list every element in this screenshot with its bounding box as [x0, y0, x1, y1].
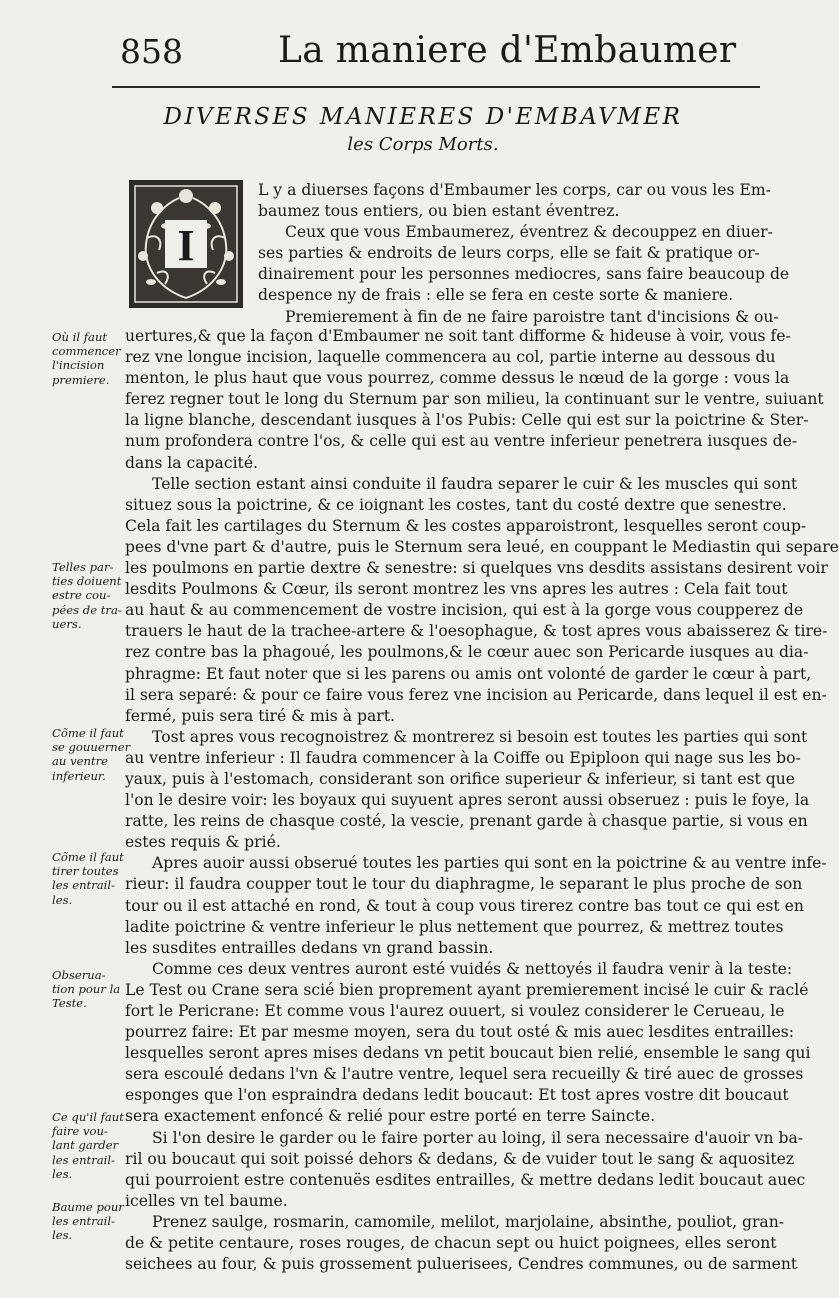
margin-note	[52, 850, 130, 907]
text-line: la ligne blanche, descendant iusques à l'os Pubis: Celle qui est sur la poictrine & Ster-	[125, 411, 809, 430]
text-line: Si l'on desire le garder ou le faire porter au loing, il sera necessaire d'auoir vn ba-	[152, 1128, 804, 1147]
margin-note-line: au ventre	[52, 754, 109, 769]
text-line: au ventre inferieur : Il faudra commencer à la Coiffe ou Epiploon qui nage sus les bo-	[125, 748, 801, 767]
margin-note	[52, 560, 130, 631]
section-heading: DIVERSES MANIERES D'EMBAVMER	[163, 104, 683, 130]
text-line: Ceux que vous Embaumerez, éventrez & decouppez en diuer-	[285, 223, 773, 242]
margin-note-line: les entrail-	[52, 1214, 115, 1229]
margin-note	[52, 330, 130, 387]
text-line: ses parties & endroits de leurs corps, elle se fait & pratique or-	[258, 244, 760, 263]
margin-note-line: inferieur.	[52, 768, 106, 783]
text-line: menton, le plus haut que vous pourrez, comme dessus le nœud de la gorge : vous la	[125, 369, 790, 388]
margin-note-line: Obserua-	[52, 968, 106, 982]
section-subheading: les Corps Morts.	[347, 134, 499, 155]
margin-note-line: Où il faut	[52, 330, 108, 344]
margin-note-line: les entrail-	[52, 1152, 115, 1167]
margin-note-line: tion pour la	[52, 982, 121, 997]
text-line: dans la capacité.	[125, 453, 259, 472]
text-line: ferez regner tout le long du Sternum par son milieu, la continuant sur le ventre, suiuant	[125, 390, 824, 409]
text-line: fort le Pericrane: Et comme vous l'aurez ouuert, si voulez considerer le Cerueau, le	[125, 1002, 785, 1020]
main-text	[125, 326, 839, 1275]
page-number: 858	[120, 32, 183, 71]
margin-note-line: estre cou-	[52, 588, 111, 603]
text-line: baumez tous entiers, ou bien estant éventrez.	[258, 202, 620, 221]
text-line: lesquelles seront apres mises dedans vn petit boucaut bien relié, ensemble le sang qui	[125, 1044, 811, 1063]
text-line: pees d'vne part & d'autre, puis le Sternum sera leué, en couppant le Mediastin qui separe	[125, 537, 839, 556]
text-line: de & petite centaure, roses rouges, de chacun sept ou huict poignees, elles seront	[125, 1234, 777, 1253]
text-line: tour ou il est attaché en rond, & tout à coup vous tirerez contre bas tout ce qui est en	[125, 896, 804, 915]
margin-note-line: les entrail-	[52, 878, 115, 893]
text-line: pourrez faire: Et par mesme moyen, sera du tout osté & mis auec lesdites entrailles:	[125, 1023, 795, 1042]
text-line: les poulmons en partie dextre & senestre: si quelques vns desdits assistans desirent voir	[125, 559, 828, 578]
text-line: phragme: Et faut noter que si les parens ou amis ont volonté de garder le cœur à part,	[125, 664, 812, 683]
text-line: ladite poictrine & ventre inferieur le plus nettement que pourrez, & mettrez toutes	[125, 917, 784, 936]
ornamental-initial	[127, 178, 245, 310]
text-line: trauers le haut de la trachee-artere & l'oesophague, & tost apres vous abaisserez & tire-	[125, 622, 828, 641]
margin-note-line: uers.	[52, 616, 82, 631]
text-line: Comme ces deux ventres auront esté vuidés & nettoyés il faudra venir à la teste:	[152, 959, 793, 978]
text-line: Premierement à fin de ne faire paroistre tant d'incisions & ou-	[285, 307, 779, 326]
text-line: Telle section estant ainsi conduite il faudra separer le cuir & les muscles qui sont	[152, 474, 798, 493]
text-line: seichees au four, & puis grossement puluerisees, Cendres communes, ou de sarment	[125, 1255, 798, 1274]
text-line: sera escoulé dedans l'vn & l'autre ventre, lequel sera recueilly & tiré auec de grosses	[125, 1065, 804, 1084]
margin-note-line: faire vou-	[52, 1124, 108, 1139]
margin-note-line: lant garder	[52, 1138, 119, 1153]
margin-note-line: Ce qu'il faut	[52, 1110, 124, 1124]
margin-note	[52, 1200, 130, 1243]
margin-note-line: les.	[52, 1228, 73, 1243]
text-line: Tost apres vous recognoistrez & montrerez si besoin est toutes les parties qui sont	[152, 727, 808, 746]
text-line: Le Test ou Crane sera scié bien proprement ayant premierement incisé le cuir & raclé	[125, 980, 809, 999]
text-line: yaux, puis à l'estomach, considerant son orifice superieur & inferieur, si tant est que	[125, 769, 796, 788]
margin-note	[52, 726, 130, 783]
margin-note-line: les.	[52, 892, 73, 907]
margin-note-line: Teste.	[52, 996, 87, 1011]
margin-note-line: les.	[52, 1166, 73, 1181]
margin-note-line: ties doiuent	[52, 574, 122, 589]
intro-paragraph	[258, 180, 790, 328]
text-line: sera exactement enfoncé & relié pour estre porté en terre Saincte.	[125, 1107, 656, 1126]
text-line: despence ny de frais : elle se fera en ceste sorte & maniere.	[258, 286, 734, 305]
running-head: La maniere d'Embaumer	[278, 30, 737, 71]
margin-note-line: tirer toutes	[52, 864, 119, 879]
dropcap-letter: I	[177, 221, 195, 270]
margin-note-line: l'incision	[52, 358, 105, 373]
margin-note-line: Telles par-	[52, 560, 114, 574]
header-rule	[112, 86, 760, 88]
page-header	[118, 30, 758, 80]
text-line: il sera separé: & pour ce faire vous ferez vne incision au Pericarde, dans lequel il est en-	[125, 685, 827, 704]
text-line: icelles vn tel baume.	[125, 1191, 288, 1210]
text-line: lesdits Poulmons & Cœur, ils seront montrez les vns apres les autres : Cela fait tout	[125, 580, 788, 599]
text-line: qui pourroient estre contenuës esdites entrailles, & mettre dedans ledit boucaut auec	[125, 1170, 806, 1189]
text-line: ratte, les reins de chasque costé, la vescie, prenant garde à chasque partie, si vous en	[125, 812, 808, 831]
text-line: l'on le desire voir: les boyaux qui suyuent apres seront aussi obseruez : puis le foye, la	[125, 791, 810, 810]
margin-note-line: Baume pour	[52, 1200, 124, 1214]
text-line: esponges que l'on espraindra dedans ledit boucaut: Et tost apres vostre dit boucaut	[125, 1086, 789, 1105]
text-line: dinairement pour les personnes mediocres, sans faire beaucoup de	[258, 265, 790, 284]
text-line: L y a diuerses façons d'Embaumer les corps, car ou vous les Em-	[258, 181, 771, 199]
margin-note-line: Cõme il faut	[52, 726, 124, 740]
text-line: Apres auoir aussi obserué toutes les parties qui sont en la poictrine & au ventre infe-	[152, 854, 827, 873]
margin-note	[52, 1110, 130, 1181]
text-line: rez vne longue incision, laquelle commencera au col, partie interne au dessous du	[125, 348, 776, 367]
margin-note-line: Cõme il faut	[52, 850, 124, 864]
text-line: uertures,& que la façon d'Embaumer ne soit tant difforme & hideuse à voir, vous fe-	[125, 327, 791, 345]
text-line: Prenez saulge, rosmarin, camomile, melilot, marjolaine, absinthe, pouliot, gran-	[152, 1212, 785, 1231]
text-line: rieur: il faudra coupper tout le tour du diaphragme, le separant le plus proche de son	[125, 875, 803, 894]
text-line: les susdites entrailles dedans vn grand bassin.	[125, 938, 494, 957]
floral-ornament-icon	[127, 178, 245, 310]
margin-note-line: se gouuerner	[52, 740, 131, 755]
margin-note	[52, 968, 130, 1011]
text-line: Cela fait les cartilages du Sternum & les costes apparoistront, lesquelles seront coup-	[125, 516, 807, 535]
text-line: au haut & au commencement de vostre incision, qui est à la gorge vous coupperez de	[125, 601, 804, 620]
text-line: rez contre bas la phagoué, les poulmons,& le cœur auec son Pericarde iusques au dia-	[125, 643, 809, 662]
margin-note-line: premiere.	[52, 372, 110, 387]
text-line: ril ou boucaut qui soit poissé dehors & dedans, & de vuider tout le sang & aquositez	[125, 1149, 795, 1168]
text-line: num profondera contre l'os, & celle qui est au ventre inferieur penetrera iusques de-	[125, 432, 798, 451]
margin-note-line: pées de tra-	[52, 602, 122, 617]
text-line: situez sous la poictrine, & ce ioignant les costes, tant du costé dextre que senestre.	[125, 495, 787, 514]
text-line: estes requis & prié.	[125, 833, 281, 852]
margin-note-line: commencer	[52, 344, 121, 359]
text-line: fermé, puis sera tiré & mis à part.	[125, 706, 395, 725]
